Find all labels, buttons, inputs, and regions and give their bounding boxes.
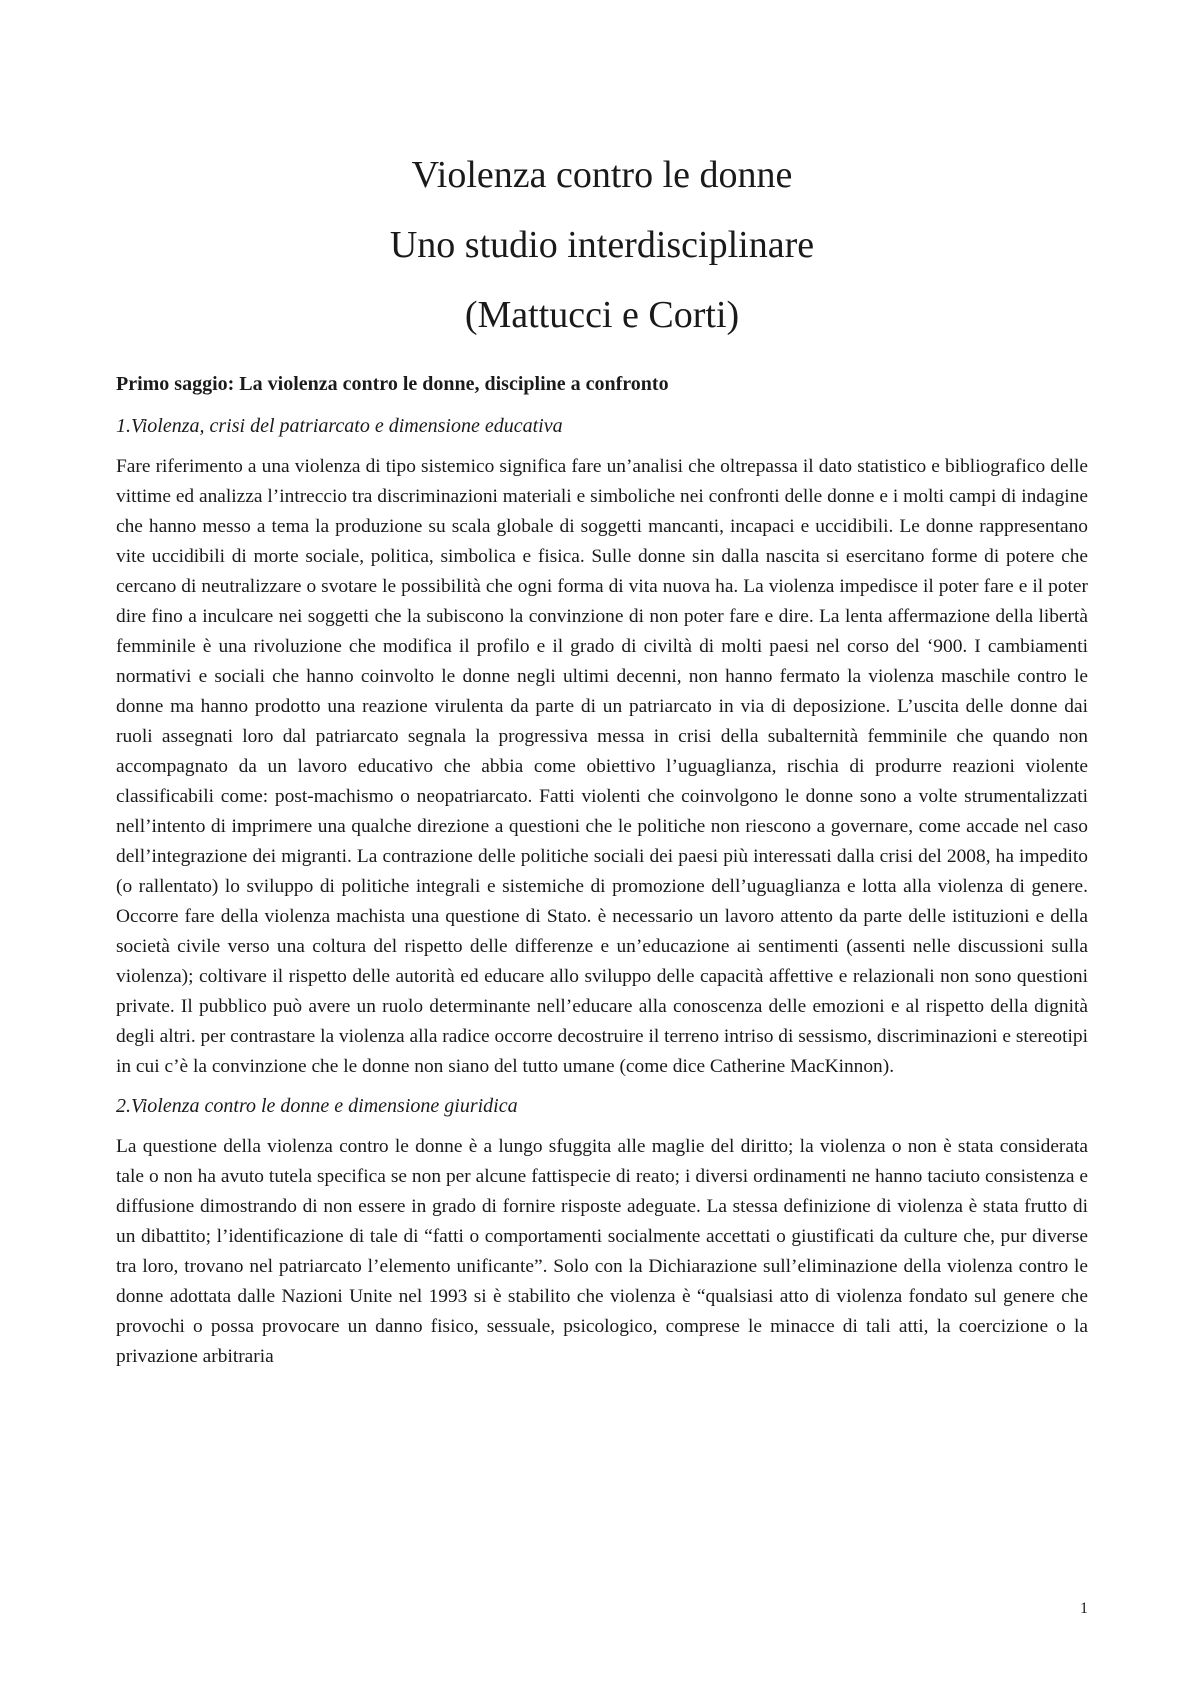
subsection-heading-2: 2.Violenza contro le donne e dimensione giuridica	[116, 1095, 518, 1117]
subsection-heading-1: 1.Violenza, crisi del patriarcato e dimensione educativa	[116, 415, 563, 437]
document-title-line-2: Uno studio interdisciplinare	[389, 224, 815, 266]
document-page	[116, 140, 1088, 1382]
paragraph-2: La questione della violenza contro le donne è a lungo sfuggita alle maglie del diritto; la violenza o non è stata considerata tale o non ha avuto tutela specifica se non per alcune fattispecie di reato; i diversi ordinamenti ne hanno taciuto consistenza e diffusione dimostrando di non essere in grado di fornire risposte adeguate. La stessa definizione di violenza è stata frutto di un dibattito; l’identificazione di tale di “fatti o comportamenti socialmente accettati o giustificati da culture che, pur diverse tra loro, trovano nel patriarcato l’elemento unificante”. Solo con la Dichiarazione sull’eliminazione della violenza contro le donne adottata dalle Nazioni Unite nel 1993 si è stabilito che violenza è “qualsiasi atto di violenza fondato sul genere che provochi o possa provocare un danno fisico, sessuale, psicologico, comprese le minacce di tali atti, la coercizione o la privazione arbitraria	[116, 1136, 1088, 1367]
document-title-line-1: Violenza contro le donne	[411, 154, 793, 196]
paragraph-1: Fare riferimento a una violenza di tipo sistemico significa fare un’analisi che oltrepassa il dato statistico e bibliografico delle vittime ed analizza l’intreccio tra discriminazioni materiali e simboliche nei confronti delle donne e i molti campi di indagine che hanno messo a tema la produzione su scala globale di soggetti mancanti, incapaci e uccidibili. Le donne rappresentano vite uccidibili di morte sociale, politica, simbolica e fisica. Sulle donne sin dalla nascita si esercitano forme di potere che cercano di neutralizzare o svotare le possibilità che ogni forma di vita nuova ha. La violenza impedisce il poter fare e il poter dire fino a inculcare nei soggetti che la subiscono la convinzione di non poter fare e dire. La lenta affermazione della libertà femminile è una rivoluzione che modifica il profilo e il grado di civiltà di molti paesi nel corso del ‘900. I cambiamenti normativi e sociali che hanno coinvolto le donne negli ultimi decenni, non hanno fermato la violenza maschile contro le donne ma hanno prodotto una reazione virulenta da parte di un patriarcato in via di deposizione. L’uscita delle donne dai ruoli assegnati loro dal patriarcato segnala la progressiva messa in crisi della subalternità femminile che quando non accompagnato da un lavoro educativo che abbia come obiettivo l’uguaglianza, rischia di produrre reazioni violente classificabili come: post-machismo o neopatriarcato. Fatti violenti che coinvolgono le donne sono a volte strumentalizzati nell’intento di imprimere una qualche direzione a questioni che le politiche non riescono a governare, come accade nel caso dell’integrazione dei migranti. La contrazione delle politiche sociali dei paesi più interessati dalla crisi del 2008, ha impedito (o rallentato) lo sviluppo di politiche integrali e sistemiche di promozione dell’uguaglianza e lotta alla violenza di genere. Occorre fare della violenza machista una questione di Stato. è necessario un lavoro attento da parte delle istituzioni e della società civile verso una coltura del rispetto delle differenze e un’educazione ai sentimenti (assenti nelle discussioni sulla violenza); coltivare il rispetto delle autorità ed educare allo sviluppo delle capacità affettive e relazionali non sono questioni private. Il pubblico può avere un ruolo determinante nell’educare alla conoscenza delle emozioni e al rispetto della dignità degli altri. per contrastare la violenza alla radice occorre decostruire il terreno intriso di sessismo, discriminazioni e stereotipi in cui c’è la convinzione che le donne non siano del tutto umane (come dice Catherine MacKinnon).	[116, 456, 1088, 1077]
section-heading: Primo saggio: La violenza contro le donne, discipline a confronto	[116, 373, 669, 395]
document-title-line-3: (Mattucci e Corti)	[464, 294, 740, 336]
page-number: 1	[1080, 1600, 1088, 1617]
